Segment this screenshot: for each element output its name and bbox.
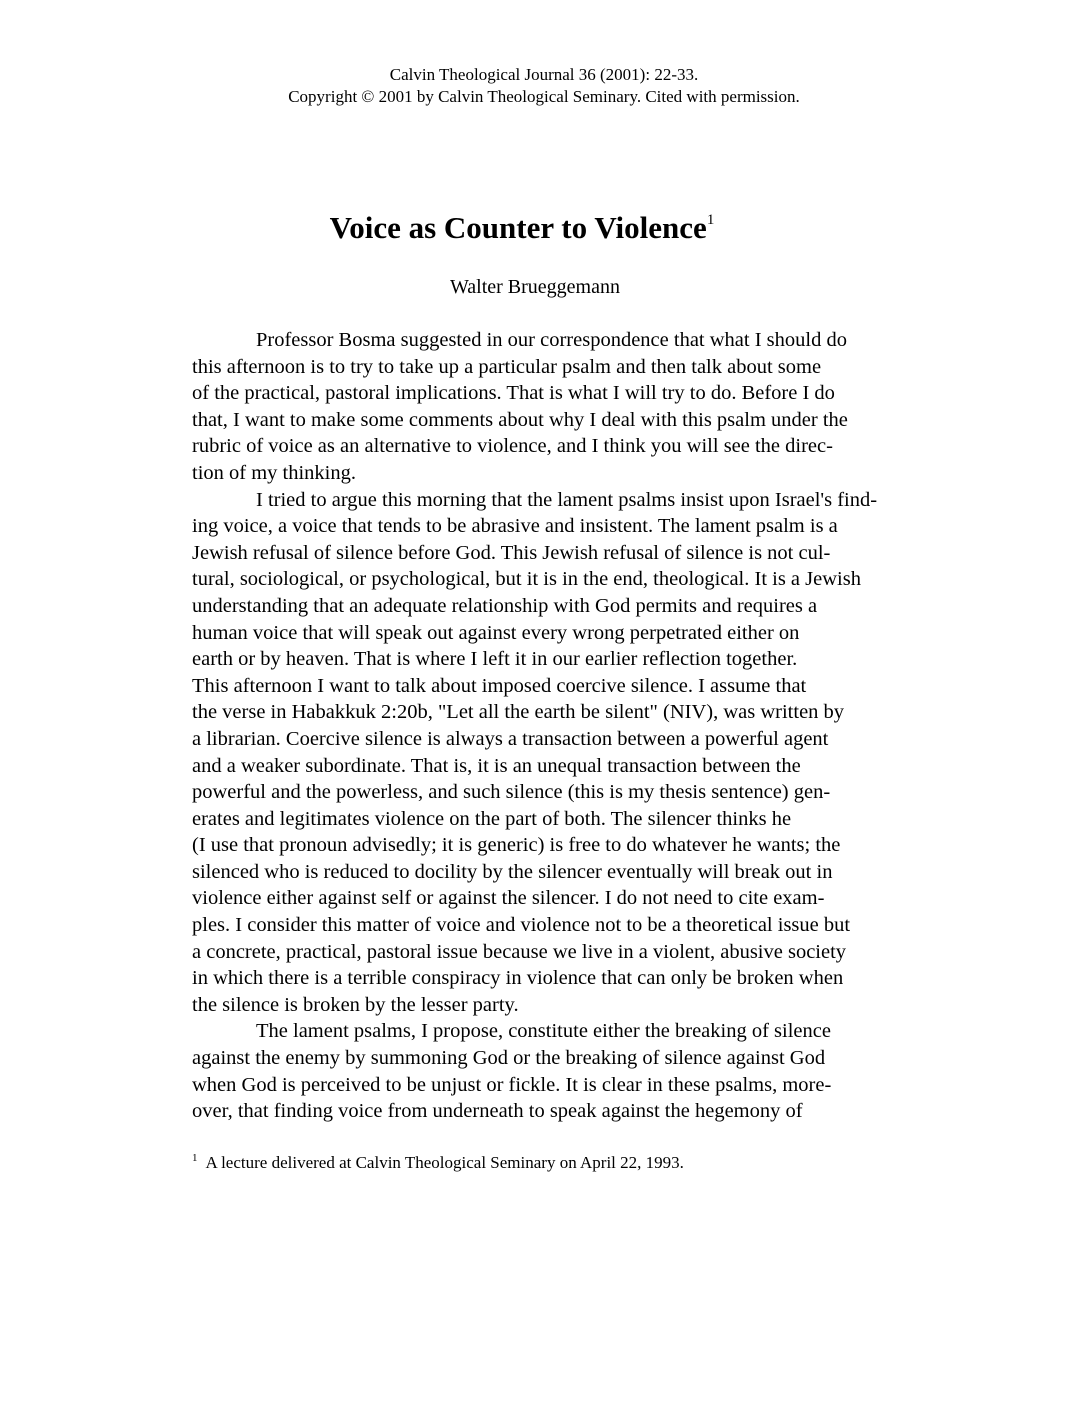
body-line: ples. I consider this matter of voice and violence not to be a theoretical issue but [192, 914, 851, 937]
article-title-text: Voice as Counter to Violence [329, 210, 707, 245]
body-line: over, that finding voice from underneath to speak against the hegemony of [192, 1100, 803, 1123]
body-line: (I use that pronoun advisedly; it is generic) is free to do whatever he wants; the [192, 834, 841, 857]
body-line: of the practical, pastoral implications. That is what I will try to do. Before I do [192, 382, 835, 405]
body-line: understanding that an adequate relationship with God permits and requires a [192, 594, 818, 617]
body-line: human voice that will speak out against every wrong perpetrated either on [192, 621, 800, 644]
footnote-marker: 1 [192, 1152, 198, 1164]
body-line: The lament psalms, I propose, constitute either the breaking of silence [256, 1020, 831, 1043]
body-line: tion of my thinking. [192, 461, 356, 484]
body-line: the verse in Habakkuk 2:20b, "Let all the earth be silent" (NIV), was written by [192, 701, 845, 724]
body-line: Professor Bosma suggested in our correspondence that what I should do [256, 329, 847, 351]
body-line: a concrete, practical, pastoral issue because we live in a violent, abusive society [192, 940, 847, 963]
body-line: silenced who is reduced to docility by the silencer eventually will break out in [192, 860, 833, 883]
body-line: the silence is broken by the lesser party. [192, 993, 519, 1016]
body-line: violence either against self or against the silencer. I do not need to cite exam- [192, 887, 825, 910]
article-title [0, 208, 1044, 248]
journal-citation: Calvin Theological Journal 36 (2001): 22-33. [389, 65, 699, 84]
body-line: when God is perceived to be unjust or fickle. It is clear in these psalms, more- [192, 1073, 832, 1096]
body-line: erates and legitimates violence on the part of both. The silencer thinks he [192, 807, 792, 830]
body-line: in which there is a terrible conspiracy in violence that can only be broken when [192, 967, 844, 990]
body-line: powerful and the powerless, and such silence (this is my thesis sentence) gen- [192, 781, 831, 804]
body-line: This afternoon I want to talk about imposed coercive silence. I assume that [192, 674, 807, 697]
article-author: Walter Brueggemann [450, 276, 620, 298]
article-body [192, 327, 972, 1125]
body-line: against the enemy by summoning God or the breaking of silence against God [192, 1047, 826, 1070]
journal-header [0, 64, 1088, 108]
body-line: rubric of voice as an alternative to violence, and I think you will see the direc- [192, 435, 833, 458]
body-line: that, I want to make some comments about why I deal with this psalm under the [192, 408, 848, 431]
body-line: ing voice, a voice that tends to be abrasive and insistent. The lament psalm is a [192, 515, 838, 538]
body-line: tural, sociological, or psychological, but it is in the end, theological. It is a Jewish [192, 568, 861, 591]
copyright-notice: Copyright © 2001 by Calvin Theological Seminary. Cited with permission. [288, 87, 800, 106]
footnote-text: A lecture delivered at Calvin Theological Seminary on April 22, 1993. [205, 1153, 684, 1172]
body-line: this afternoon is to try to take up a particular psalm and then talk about some [192, 355, 822, 378]
body-line: earth or by heaven. That is where I left it in our earlier reflection together. [192, 648, 798, 671]
body-line: and a weaker subordinate. That is, it is an unequal transaction between the [192, 754, 801, 777]
body-line: a librarian. Coercive silence is always a transaction between a powerful agent [192, 727, 829, 750]
title-footnote-marker[interactable]: 1 [706, 212, 715, 228]
footnote [192, 1152, 684, 1174]
body-line: Jewish refusal of silence before God. This Jewish refusal of silence is not cul- [192, 541, 831, 564]
body-line: I tried to argue this morning that the lament psalms insist upon Israel's find- [256, 488, 878, 511]
